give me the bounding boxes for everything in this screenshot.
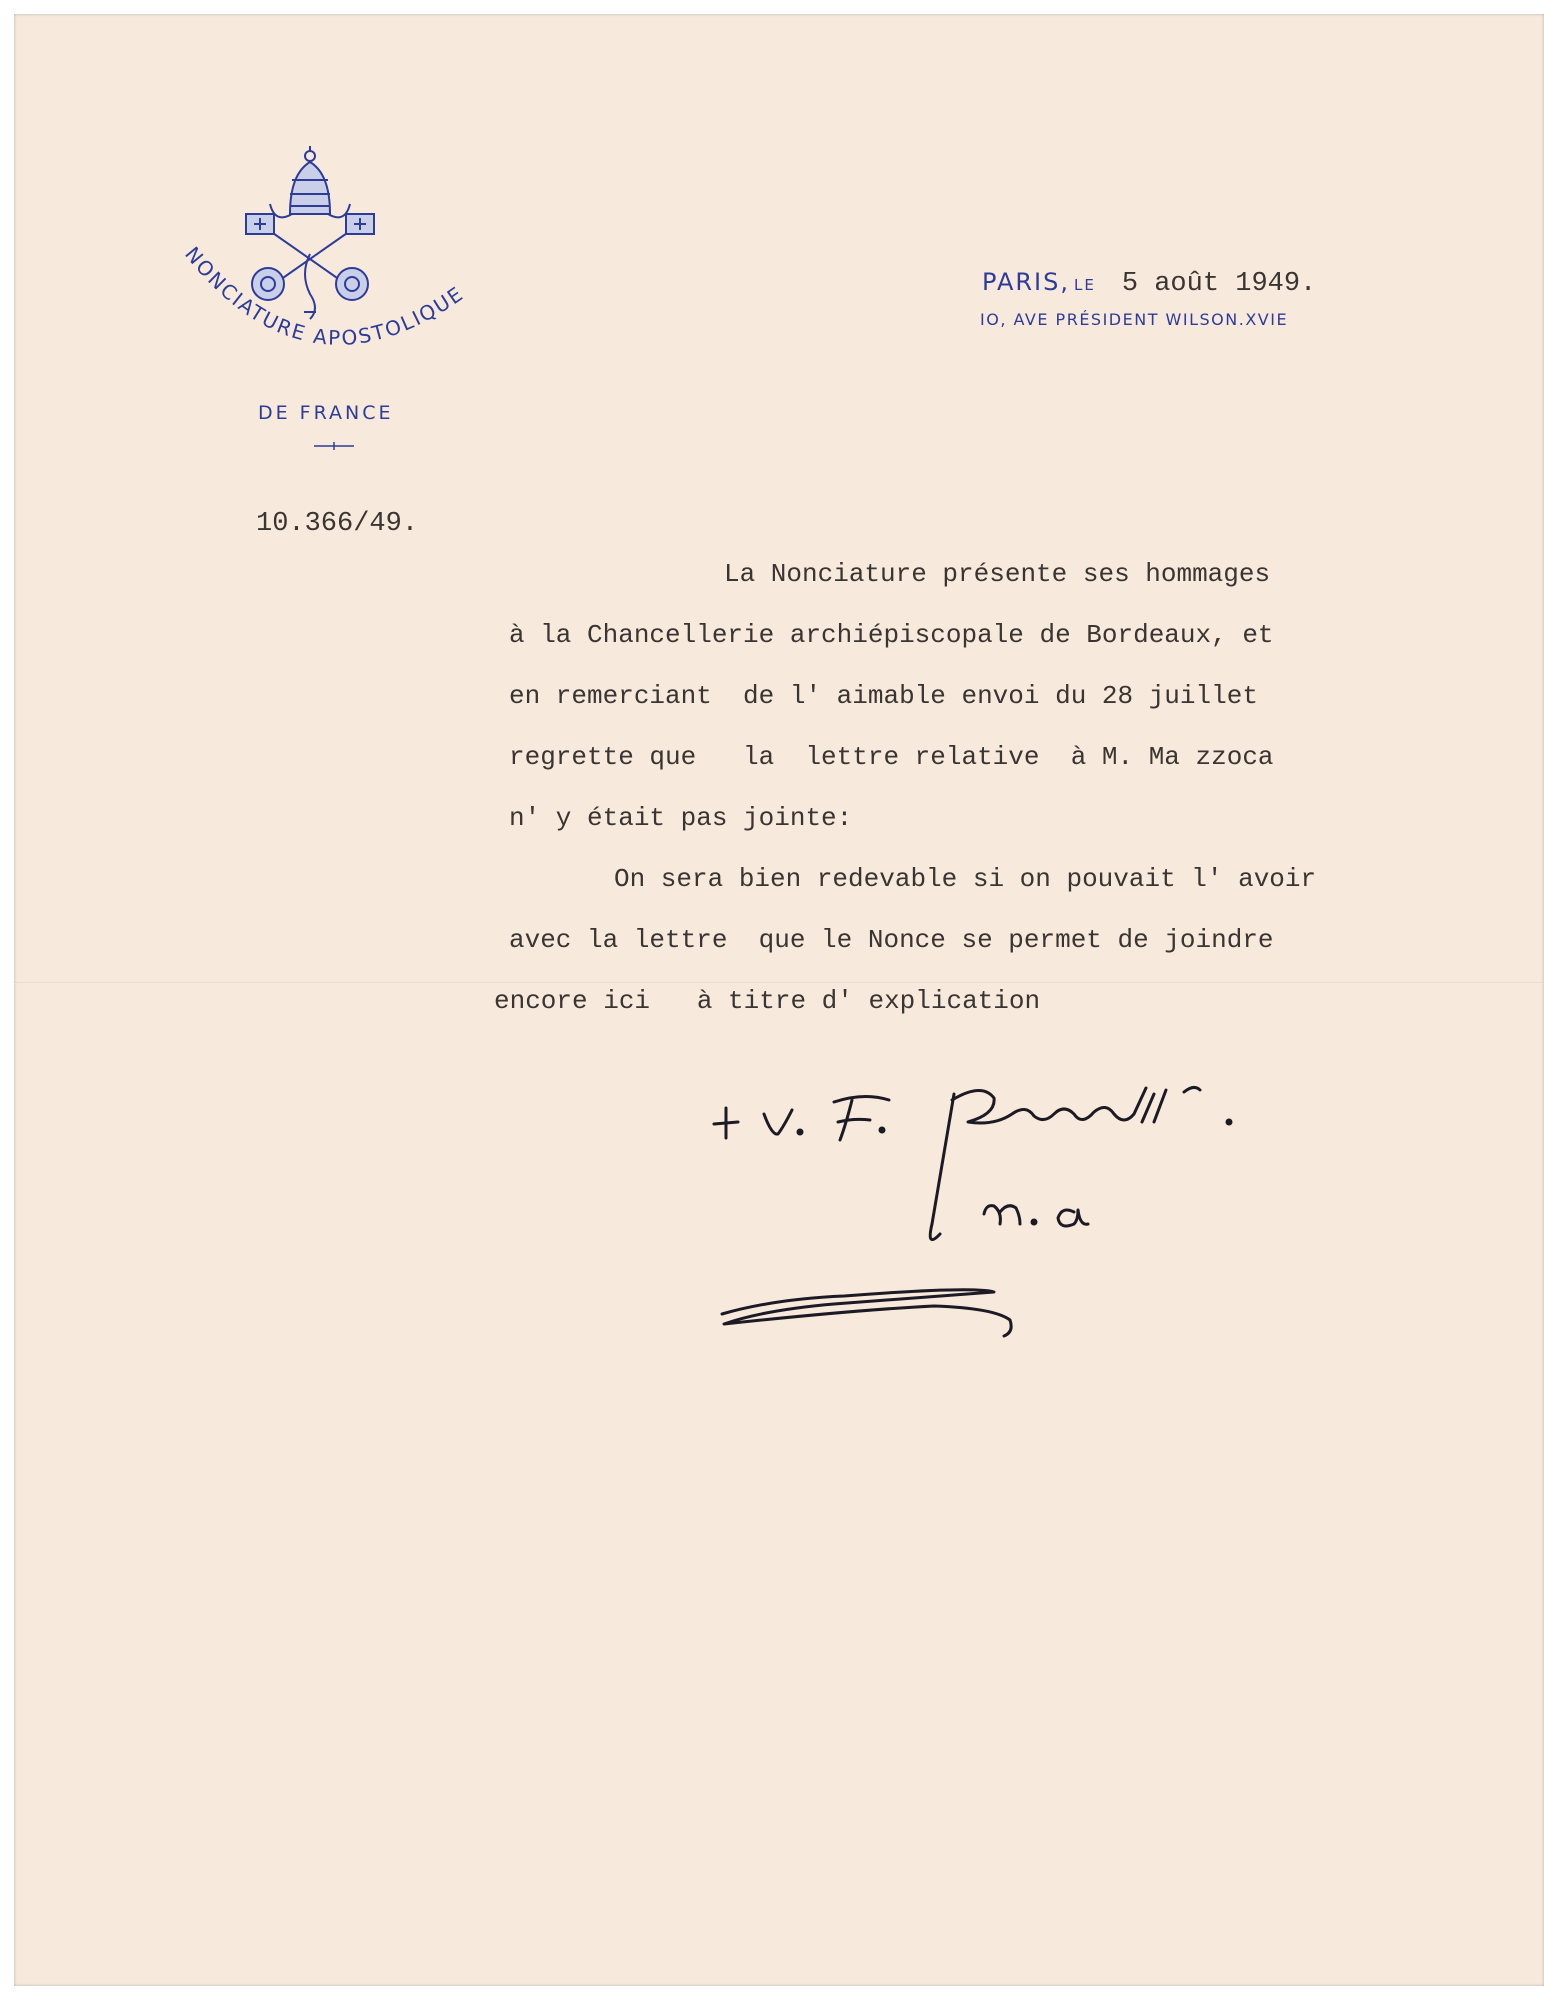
letter-date: 5 août 1949. (1121, 269, 1317, 299)
place-date-line (982, 268, 1316, 299)
reference (236, 504, 418, 539)
body-line: en remerciant de l' aimable envoi du 28 juillet (509, 681, 1258, 711)
place-label: PARIS, (982, 268, 1070, 296)
organization-name-arc (164, 219, 504, 399)
le-label: LE (1073, 276, 1096, 294)
letterhead-address: IO, AVE PRÉSIDENT WILSON.XVIE (980, 310, 1289, 329)
paper-fold (14, 982, 1544, 984)
body-line: La Nonciature présente ses hommages (724, 559, 1271, 589)
body-line: n' y était pas jointe: (509, 803, 853, 833)
body-line: à la Chancellerie archiépiscopale de Bordeaux, et (509, 620, 1274, 650)
organization-name-line1: NONCIATURE APOSTOLIQUE (180, 242, 469, 350)
body-line: avec la lettre que le Nonce se permet de joindre (509, 925, 1274, 955)
handwritten-signature (714, 1074, 1414, 1354)
reference-number: 10.366/49. (256, 509, 419, 539)
body-line: encore ici à titre d' explication (494, 986, 1041, 1016)
organization-name-line2: DE FRANCE (258, 402, 394, 424)
letter-sheet (14, 14, 1544, 1986)
body-line: On sera bien redevable si on pouvait l' avoir (614, 864, 1317, 894)
ornament-divider-icon (314, 441, 354, 451)
body-line: regrette que la lettre relative à M. Ma zzoca (509, 742, 1274, 772)
